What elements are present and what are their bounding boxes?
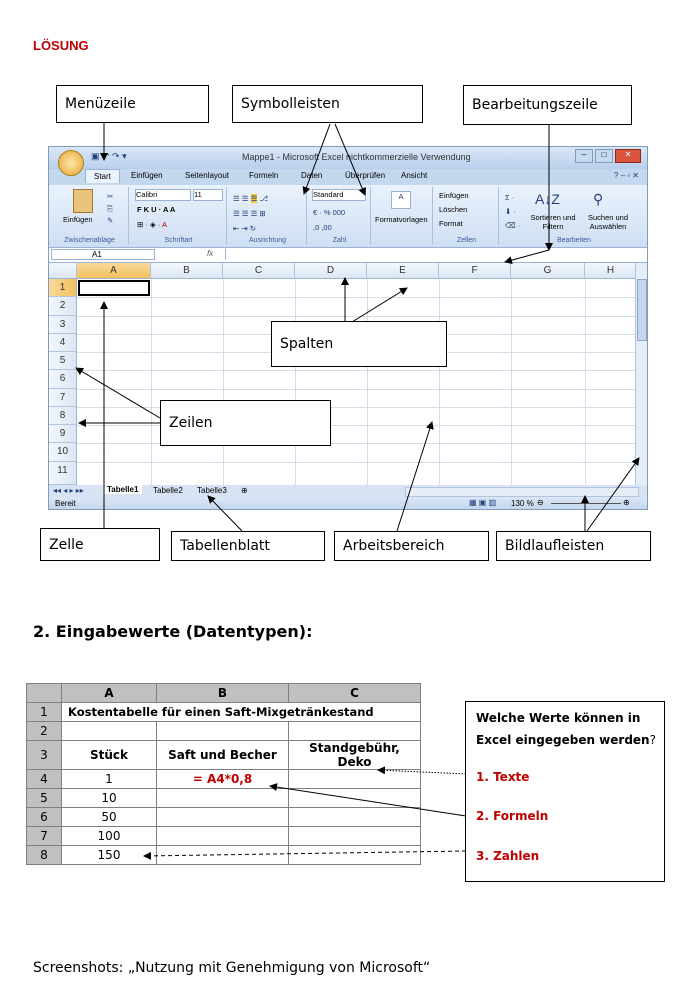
row-header[interactable]: 2 xyxy=(49,297,77,316)
tab-start[interactable]: Start xyxy=(85,169,120,183)
grid-line xyxy=(295,279,296,485)
table-title-cell: Kostentabelle für einen Saft-Mixgetränkestand xyxy=(62,703,421,722)
row-number: 6 xyxy=(27,808,62,827)
table-cell xyxy=(289,827,421,846)
sheet-nav-icons[interactable]: ◂◂ ◂ ▸ ▸▸ xyxy=(53,486,84,495)
group-label-editing: Bearbeiten xyxy=(557,237,591,244)
tab-ansicht[interactable]: Ansicht xyxy=(401,171,428,180)
binoculars-icon: ⚲ xyxy=(593,191,604,207)
label-zeilen: Zeilen xyxy=(160,400,331,446)
paste-icon[interactable] xyxy=(73,189,93,213)
column-header[interactable]: F xyxy=(439,263,511,279)
styles-icon[interactable]: A xyxy=(391,191,411,209)
border-fill-color-icons[interactable]: ⊞ · ◈ · A xyxy=(137,220,167,229)
table-cell xyxy=(289,808,421,827)
tab-daten[interactable]: Daten xyxy=(301,171,323,180)
tab-formeln[interactable]: Formeln xyxy=(249,171,279,180)
label-zelle: Zelle xyxy=(40,528,160,561)
grid-line xyxy=(77,370,637,371)
row-number: 3 xyxy=(27,741,62,770)
ribbon-tabs xyxy=(49,169,647,185)
format-cells-button[interactable]: Format xyxy=(439,219,463,228)
grid-line xyxy=(77,316,637,317)
table-cell xyxy=(62,722,157,741)
label-arbeitsbereich: Arbeitsbereich xyxy=(334,531,489,561)
label-symbolleisten: Symbolleisten xyxy=(232,85,423,123)
active-cell-a1[interactable] xyxy=(78,280,150,296)
label-menuzeile: Menüzeile xyxy=(56,85,209,123)
sheet-tab[interactable]: Tabelle1 xyxy=(103,485,142,494)
grid-line xyxy=(511,279,512,485)
data-table xyxy=(26,683,421,865)
label-bearbeitungszeile: Bearbeitungszeile xyxy=(463,85,632,125)
worksheet-grid[interactable] xyxy=(49,263,647,485)
tab-seitenlayout[interactable]: Seitenlayout xyxy=(185,171,230,180)
row-header[interactable]: 6 xyxy=(49,370,77,389)
horizontal-scrollbar[interactable] xyxy=(405,487,639,497)
row-header[interactable]: 9 xyxy=(49,425,77,443)
row-header[interactable]: 1 xyxy=(49,279,77,297)
row-number: 5 xyxy=(27,789,62,808)
select-all-corner[interactable] xyxy=(49,263,77,279)
row-header[interactable]: 8 xyxy=(49,407,77,425)
insert-cells-button[interactable]: Einfügen xyxy=(439,191,469,200)
zoom-slider[interactable] xyxy=(551,503,621,504)
table-cell: 1 xyxy=(62,770,157,789)
group-label-clipboard: Zwischenablage xyxy=(64,237,115,244)
font-name-select[interactable]: Calibri xyxy=(135,189,191,201)
question-box xyxy=(465,701,665,882)
column-header: A xyxy=(62,684,157,703)
page-title: LÖSUNG xyxy=(33,38,89,53)
format-templates-button[interactable]: Formatvorlagen xyxy=(375,215,428,224)
column-header[interactable]: B xyxy=(151,263,223,279)
grid-line xyxy=(77,462,637,463)
row-number: 4 xyxy=(27,770,62,789)
table-cell xyxy=(157,846,289,865)
row-header[interactable]: 5 xyxy=(49,352,77,370)
delete-cells-button[interactable]: Löschen xyxy=(439,205,468,214)
table-cell: Stück xyxy=(62,741,157,770)
grid-line xyxy=(367,279,368,485)
answer-formeln: 2. Formeln xyxy=(476,809,549,823)
group-editing xyxy=(501,187,647,245)
column-header[interactable]: A xyxy=(77,263,151,279)
table-cell xyxy=(157,827,289,846)
group-alignment xyxy=(229,187,307,245)
table-cell xyxy=(289,789,421,808)
maximize-icon[interactable]: □ xyxy=(595,149,613,163)
group-label-cells: Zellen xyxy=(456,237,477,244)
new-sheet-icon[interactable]: ⊕ xyxy=(241,486,248,495)
column-header[interactable]: D xyxy=(295,263,367,279)
column-header[interactable]: G xyxy=(511,263,585,279)
row-header[interactable]: 3 xyxy=(49,316,77,334)
sheet-tabs-bar xyxy=(49,485,647,497)
status-bar xyxy=(49,497,647,510)
table-cell xyxy=(289,846,421,865)
column-header[interactable]: H xyxy=(585,263,637,279)
grid-line xyxy=(77,389,637,390)
grid-line xyxy=(585,279,586,485)
sort-icon: A↓Z xyxy=(535,191,560,207)
table-cell xyxy=(157,722,289,741)
ribbon xyxy=(49,185,647,248)
tab-einfuegen[interactable]: Einfügen xyxy=(131,171,163,180)
group-font xyxy=(131,187,227,245)
group-label-font: Schriftart xyxy=(164,237,193,244)
cut-copy-icons[interactable]: ✂ ⎘ ✎ xyxy=(107,192,114,225)
grid-line xyxy=(439,279,440,485)
name-box[interactable]: A1 xyxy=(51,249,155,260)
table-cell xyxy=(157,789,289,808)
sort-filter-button[interactable]: Sortieren und Filtern xyxy=(530,213,576,231)
font-format-icons[interactable]: F K U · A A xyxy=(137,205,176,214)
vertical-scroll-thumb[interactable] xyxy=(637,279,647,341)
label-spalten: Spalten xyxy=(271,321,447,367)
table-cell: 100 xyxy=(62,827,157,846)
label-tabellenblatt: Tabellenblatt xyxy=(171,531,325,561)
font-size-select[interactable]: 11 xyxy=(193,189,223,201)
question-mark: ? xyxy=(649,733,656,747)
group-label-alignment: Ausrichtung xyxy=(249,237,286,244)
group-label-number: Zahl xyxy=(332,237,347,244)
find-select-button[interactable]: Suchen und Auswählen xyxy=(587,213,629,231)
answer-texte: 1. Texte xyxy=(476,770,530,784)
alignment-icons[interactable]: ☰ ☰ ☰ ⎇ ☰ ☰ ☰ ⊞ ⇤ ⇥ ↻ xyxy=(233,194,269,233)
column-header: B xyxy=(157,684,289,703)
table-cell: Standgebühr, Deko xyxy=(289,741,421,770)
column-header: C xyxy=(289,684,421,703)
table-cell xyxy=(157,808,289,827)
label-bildlaufleisten: Bildlaufleisten xyxy=(496,531,651,561)
excel-title-bar xyxy=(49,147,647,169)
column-header[interactable]: C xyxy=(223,263,295,279)
formula-bar xyxy=(49,248,647,263)
tab-ueberpruefen[interactable]: Überprüfen xyxy=(345,171,386,180)
formula-input[interactable] xyxy=(225,249,636,260)
formula-cell: = A4*0,8 xyxy=(157,770,289,789)
zoom-level: 130 % xyxy=(511,499,534,508)
window-controls xyxy=(575,149,641,163)
grid-line xyxy=(223,279,224,485)
corner-cell xyxy=(27,684,62,703)
table-cell: 10 xyxy=(62,789,157,808)
row-number: 2 xyxy=(27,722,62,741)
answer-zahlen: 3. Zahlen xyxy=(476,849,540,863)
table-cell xyxy=(289,770,421,789)
fx-icon[interactable]: fx xyxy=(207,249,214,258)
group-number xyxy=(309,187,371,245)
quick-access-icons[interactable]: ▣ ↶ ↷ ▾ xyxy=(91,151,127,161)
vertical-scrollbar[interactable] xyxy=(635,263,647,485)
footer-note: Screenshots: „Nutzung mit Genehmigung von Microsoft“ xyxy=(33,960,431,976)
question-line-1: Welche Werte können in xyxy=(476,711,641,725)
column-header[interactable]: E xyxy=(367,263,439,279)
status-text: Bereit xyxy=(55,499,76,508)
group-styles xyxy=(373,187,433,245)
minimize-icon[interactable]: – xyxy=(575,149,593,163)
row-number: 1 xyxy=(27,703,62,722)
grid-line xyxy=(77,297,637,298)
help-icon[interactable]: ? – ▫ ✕ xyxy=(613,171,639,180)
close-icon[interactable]: ✕ xyxy=(615,149,641,163)
paste-button[interactable]: Einfügen xyxy=(63,215,93,224)
row-number: 7 xyxy=(27,827,62,846)
number-icons[interactable]: € · % 000 ,0 ,00 xyxy=(313,208,346,232)
zoom-out-icon[interactable]: ⊖ xyxy=(537,498,544,507)
table-cell: 150 xyxy=(62,846,157,865)
group-clipboard xyxy=(51,187,129,245)
group-cells xyxy=(435,187,499,245)
sheet-tab[interactable]: Tabelle2 xyxy=(153,486,183,495)
row-header[interactable]: 4 xyxy=(49,334,77,352)
view-icons[interactable]: ▦ ▣ ▥ xyxy=(469,498,497,507)
section-heading: 2. Eingabewerte (Datentypen): xyxy=(33,622,313,641)
row-header[interactable]: 7 xyxy=(49,389,77,407)
table-cell xyxy=(289,722,421,741)
row-header[interactable]: 10 xyxy=(49,443,77,462)
number-format-select[interactable]: Standard xyxy=(312,189,366,201)
row-number: 8 xyxy=(27,846,62,865)
question-line-2: Excel eingegeben werden xyxy=(476,733,650,747)
window-title: Mappe1 - Microsoft Excel nichtkommerzielle Verwendung xyxy=(242,152,471,162)
grid-line xyxy=(151,279,152,485)
table-cell: 50 xyxy=(62,808,157,827)
table-cell: Saft und Becher xyxy=(157,741,289,770)
sum-fill-clear-icons[interactable]: Σ · ⬇ · ⌫ · xyxy=(505,193,521,230)
row-header[interactable]: 11 xyxy=(49,462,77,485)
sheet-tab[interactable]: Tabelle3 xyxy=(197,486,227,495)
zoom-in-icon[interactable]: ⊕ xyxy=(623,498,630,507)
